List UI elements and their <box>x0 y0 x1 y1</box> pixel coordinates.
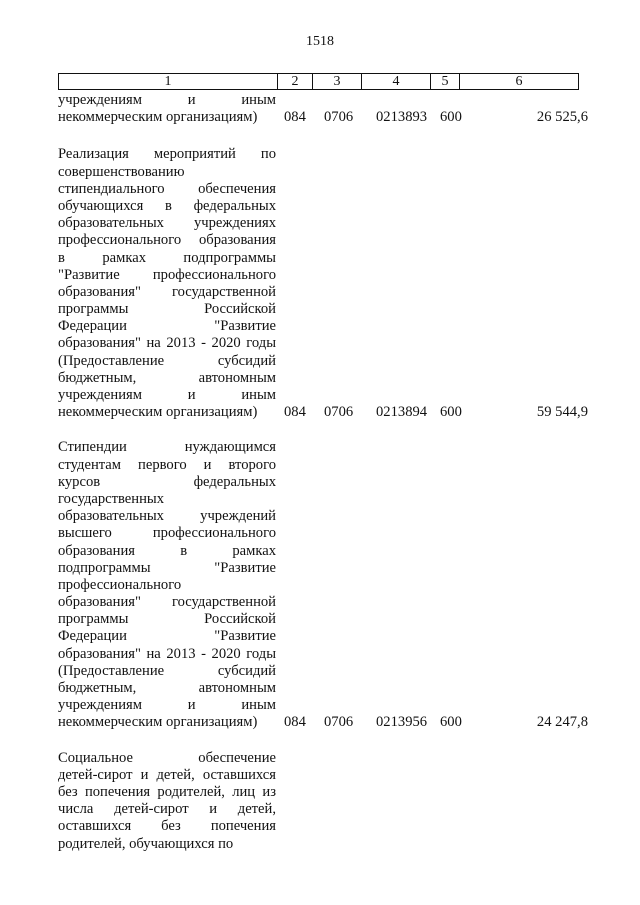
description-line: государственных <box>58 490 165 507</box>
column-header-row <box>59 74 579 90</box>
description-line: Реализация мероприятий по <box>58 146 276 163</box>
description-line: обучающихся в федеральных <box>58 197 276 214</box>
description-line: "Развитие профессионального <box>58 266 276 283</box>
description-line: образования" на 2013 - 2020 годы <box>58 645 276 662</box>
column-header-2: 2 <box>278 74 313 90</box>
description-line: числа детей-сирот и детей, <box>58 801 276 818</box>
expense-type-code: 600 <box>440 404 462 421</box>
row-values <box>58 404 588 421</box>
description-line: бюджетным, автономным <box>58 369 276 386</box>
ministry-code: 084 <box>284 714 306 731</box>
description-line: образования" государственной <box>58 283 276 300</box>
column-header-table <box>58 73 579 90</box>
description-line: некоммерческим организациям) <box>58 404 258 421</box>
description-line: образовательных учреждениях <box>58 215 276 232</box>
description-line: подпрограммы "Развитие <box>58 559 276 576</box>
table-row <box>58 439 588 731</box>
description-line: детей-сирот и детей, оставшихся <box>58 766 276 783</box>
expense-type-code: 600 <box>440 109 462 126</box>
description-line: профессионального <box>58 576 182 593</box>
description-line: Федерации "Развитие <box>58 318 276 335</box>
description-line: Социальное обеспечение <box>58 749 276 766</box>
column-header-3: 3 <box>313 74 362 90</box>
table-row <box>58 92 588 126</box>
page-number: 1518 <box>306 34 334 49</box>
description-line: программы Российской <box>58 611 276 628</box>
row-values <box>58 836 588 853</box>
column-header-4: 4 <box>362 74 431 90</box>
description-line: студентам первого и второго <box>58 456 276 473</box>
description-line: Стипендии нуждающимся <box>58 439 276 456</box>
description-line: (Предоставление субсидий <box>58 662 276 679</box>
row-description <box>58 146 276 421</box>
amount: 59 544,9 <box>536 404 588 421</box>
section-code: 0706 <box>324 714 354 731</box>
column-header-5: 5 <box>431 74 460 90</box>
description-line: учреждениям и иным <box>58 697 276 714</box>
description-line: совершенствованию <box>58 163 185 180</box>
row-values <box>58 109 588 126</box>
description-line: профессионального образования <box>58 232 276 249</box>
amount: 24 247,8 <box>536 714 588 731</box>
row-description <box>58 439 276 731</box>
description-line: высшего профессионального <box>58 525 276 542</box>
ministry-code: 084 <box>284 404 306 421</box>
description-line: учреждениям и иным <box>58 387 276 403</box>
table-row <box>58 750 588 853</box>
description-line: образования в рамках <box>58 542 276 559</box>
description-line: образовательных учреждений <box>58 508 276 525</box>
table-body <box>58 92 588 871</box>
description-line: курсов федеральных <box>58 473 276 490</box>
table-row <box>58 146 588 421</box>
row-values <box>58 714 588 731</box>
expense-type-code: 600 <box>440 714 462 731</box>
column-header-6: 6 <box>460 74 579 90</box>
description-line: (Предоставление субсидий <box>58 352 276 369</box>
description-line: программы Российской <box>58 301 276 318</box>
description-line: учреждениям и иным <box>58 92 276 108</box>
target-article-code: 0213893 <box>376 109 428 126</box>
target-article-code: 0213894 <box>376 404 428 421</box>
ministry-code: 084 <box>284 109 306 126</box>
description-line: в рамках подпрограммы <box>58 249 276 266</box>
description-line: некоммерческим организациям) <box>58 109 258 126</box>
description-line: бюджетным, автономным <box>58 680 276 696</box>
description-line: образования" на 2013 - 2020 годы <box>58 335 276 352</box>
description-line: оставшихся без попечения <box>58 818 276 835</box>
description-line: стипендиального обеспечения <box>58 180 276 197</box>
description-line: без попечения родителей, лиц из <box>58 783 276 800</box>
column-header-1: 1 <box>59 74 278 90</box>
section-code: 0706 <box>324 109 354 126</box>
description-line: Федерации "Развитие <box>58 628 276 645</box>
section-code: 0706 <box>324 404 354 421</box>
description-line: некоммерческим организациям) <box>58 714 258 731</box>
target-article-code: 0213956 <box>376 714 428 731</box>
amount: 26 525,6 <box>536 109 588 126</box>
description-line: родителей, обучающихся по <box>58 835 234 852</box>
description-line: образования" государственной <box>58 594 276 611</box>
